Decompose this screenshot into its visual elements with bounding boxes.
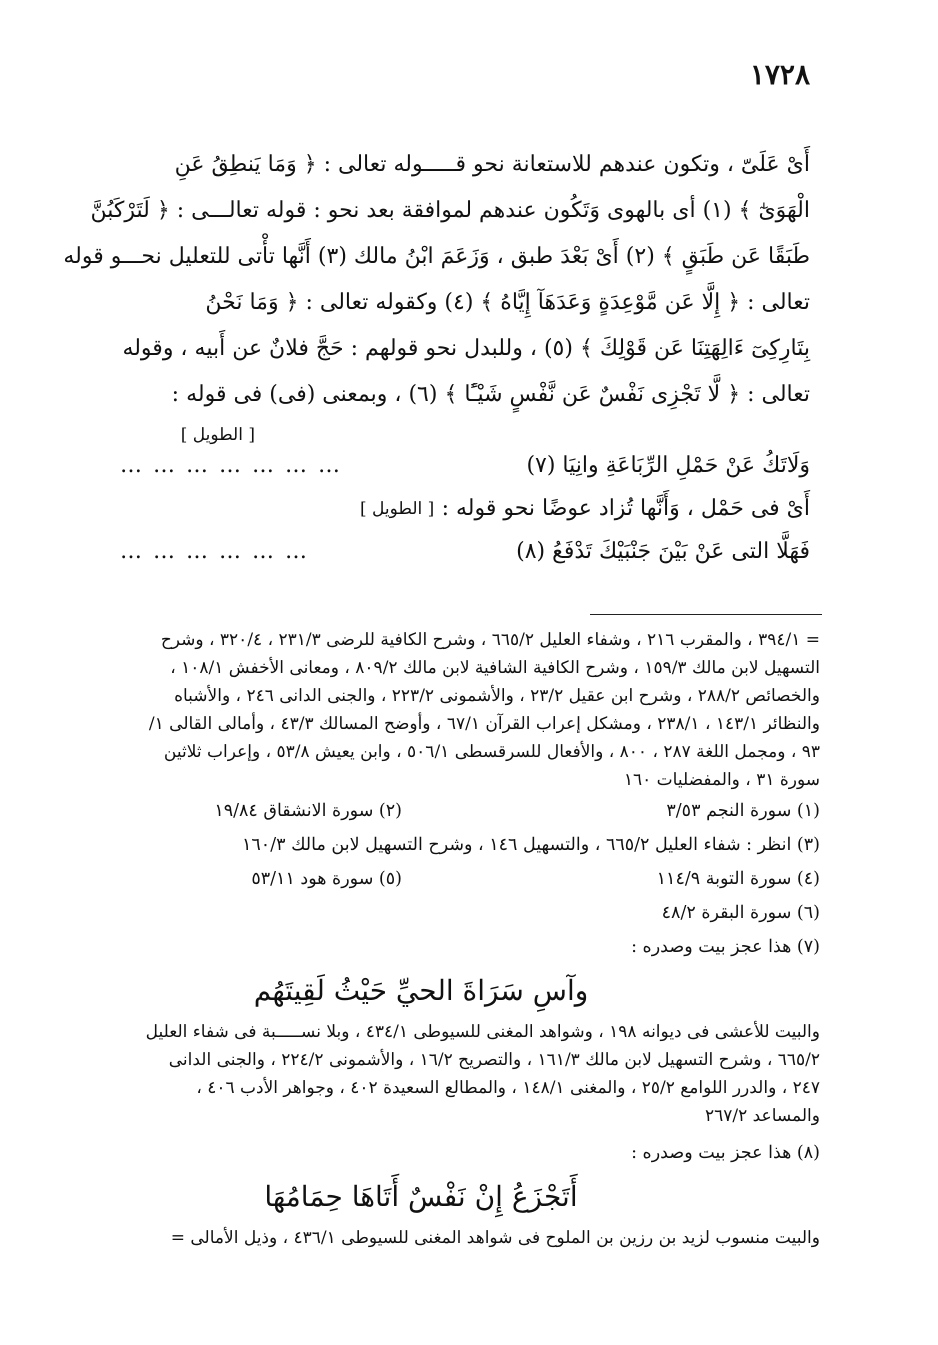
verse-text: وَلَاتَكُ عَنْ حَمْلِ الرِّبَاعَةِ وانِيَا (٧) [526,453,810,478]
footnote-line: والخصائص ٢٨٨/٢ ، وشرح ابن عقيل ٢٣/٢ ، والأشمونى ٢٢٣/٢ ، والجنى الدانى ٢٤٦ ، والأشباه [174,686,820,706]
footnote-separator [590,614,822,615]
main-line: الْهَوَىٰٓ ﴾ (١) أى بالهوى وَتَكُون عندهم لموافقة بعد نحو : قوله تعالـــى : ﴿ لَتَرْكَبُنَّ [90,198,810,223]
footnote-item: (٣) انظر : شفاء العليل ٦٦٥/٢ ، والتسهيل ١٤٦ ، وشرح التسهيل لابن مالك ١٦٠/٣ [242,835,820,855]
main-line: طَبَقًا عَن طَبَقٍ ﴾ (٢) أَىْ بَعْدَ طبق ، وَزَعَمَ ابْنُ مالك (٣) أَنَّها تأْتى للتعليل نحـــو قوله [63,244,810,269]
main-line: بِتَارِكِىٓ ءَالِهَتِنَا عَن قَوْلِكَ ﴾ (٥) ، وللبدل نحو قولهم : حَجَّ فلانٌ عن أَبيه ، وقوله [122,336,810,361]
verse-dots: … … … … … … [120,539,309,564]
footnote-line: ٩٣ ، ومجمل اللغة ٢٨٧ ، ٨٠٠ ، والأفعال للسرقسطى ٥٠٦/١ ، وابن يعيش ٥٣/٨ ، وإعراب ثلاثين [163,742,820,762]
footnote-item: (١) سورة النجم ٣/٥٣ [666,801,820,821]
footnote-pair [112,896,820,930]
main-line: تعالى : ﴿ لَّا تَجْزِى نَفْسٌ عَن نَّفْسٍ شَيْـًٔا ﴾ (٦) ، وبمعنى (فى) فى قوله : [171,382,810,407]
footnote-line: سورة ٣١ ، والمفضليات ١٦٠ [623,770,820,790]
footnote-pair [112,828,820,862]
poetry-verse [120,532,810,572]
footnote-item: (٥) سورة هود ٥٣/١١ [251,869,402,889]
footnote-pair [112,1136,820,1170]
main-line: أَىْ عَلَىّ ، وتكون عندهم للاستعانة نحو قـــــوله تعالى : ﴿ وَمَا يَنطِقُ عَنِ [174,152,810,177]
footnote-item: (٧) هذا عجز بيت وصدره : [631,937,820,957]
footnote-verse: وآسِ سَرَاةَ الحيِّ حَيْثُ لَقِيتَهُم [253,974,589,1007]
main-line [120,486,810,532]
footnote-item: (٨) هذا عجز بيت وصدره : [631,1143,820,1163]
page-number: ١٧٢٨ [749,58,810,91]
footnote-line: ٢٤٧ ، والدرر اللوامع ٢٥/٢ ، والمغنى ١٤٨/١ ، والمطالع السعيدة ٤٠٢ ، وجواهر الأدب ٤٠٦ ، [196,1078,820,1098]
footnote-item: (٤) سورة التوبة ١١٤/٩ [656,869,820,889]
poetry-verse [120,446,810,486]
footnote-line: = ٣٩٤/١ ، والمقرب ٢١٦ ، وشفاء العليل ٦٦٥/٢ ، وشرح الكافية للرضى ٢٣١/٣ ، ٣٢٠/٤ ، وشرح [160,630,820,650]
footnote-line: التسهيل لابن مالك ١٥٩/٣ ، وشرح الكافية الشافية لابن مالك ٨٠٩/٢ ، ومعانى الأخفش ١٠٨/١ ، [170,658,820,678]
footnote-line: ٦٦٥/٢ ، وشرح التسهيل لابن مالك ١٦١/٣ ، والتصريح ١٦/٢ ، والأشمونى ٢٢٤/٢ ، والجنى الدانى [168,1050,820,1070]
footnote-verse: أَتَجْزَعُ إِنْ نَفْسٌ أَتَاهَا حِمَامُهَا [264,1180,578,1213]
footnote-line: والمساعد ٢٦٧/٢ [704,1106,820,1126]
footnote-line: والبيت منسوب لزيد بن رزين بن الملوح فى شواهد المغنى للسيوطى ٤٣٦/١ ، وذيل الأمالى = [170,1228,820,1248]
footnote-pair [112,794,820,828]
main-text [63,142,810,572]
footnote-pair [112,862,820,896]
footnote-item: (٦) سورة البقرة ٤٨/٢ [661,903,820,923]
verse-dots: … … … … … … … [120,453,342,478]
footnote-line: والبيت للأعشى فى ديوانه ١٩٨ ، وشواهد المغنى للسيوطى ٤٣٤/١ ، وبلا نســـــبة فى شفاء العليل [145,1022,820,1042]
verse-text: فَهَلَّا التى عَنْ بَيْنَ جَنْبَيْكَ تَدْفَعُ (٨) [516,539,810,564]
meter-label: [ الطويل ] [360,499,435,519]
main-line: تعالى : ﴿ إِلَّا عَن مَّوْعِدَةٍ وَعَدَهَآ إِيَّاهُ ﴾ (٤) وكقوله تعالى : ﴿ وَمَا نَحْنُ [205,290,810,315]
main-line-text: أَىْ فى حَمْل ، وَأَنَّها تُزاد عوضًا نحو قوله : [441,496,810,521]
footnote-item: (٢) سورة الانشقاق ١٩/٨٤ [214,801,402,821]
footnote-line: والنظائر ١٤٣/١ ، ٢٣٨/١ ، ومشكل إعراب القرآن ٦٧/١ ، وأوضح المسالك ٤٣/٣ ، وأمالى القالى ١/ [148,714,820,734]
meter-label: [ الطويل ] [180,425,255,445]
footnotes [112,626,820,1252]
footnote-pair [112,930,820,964]
